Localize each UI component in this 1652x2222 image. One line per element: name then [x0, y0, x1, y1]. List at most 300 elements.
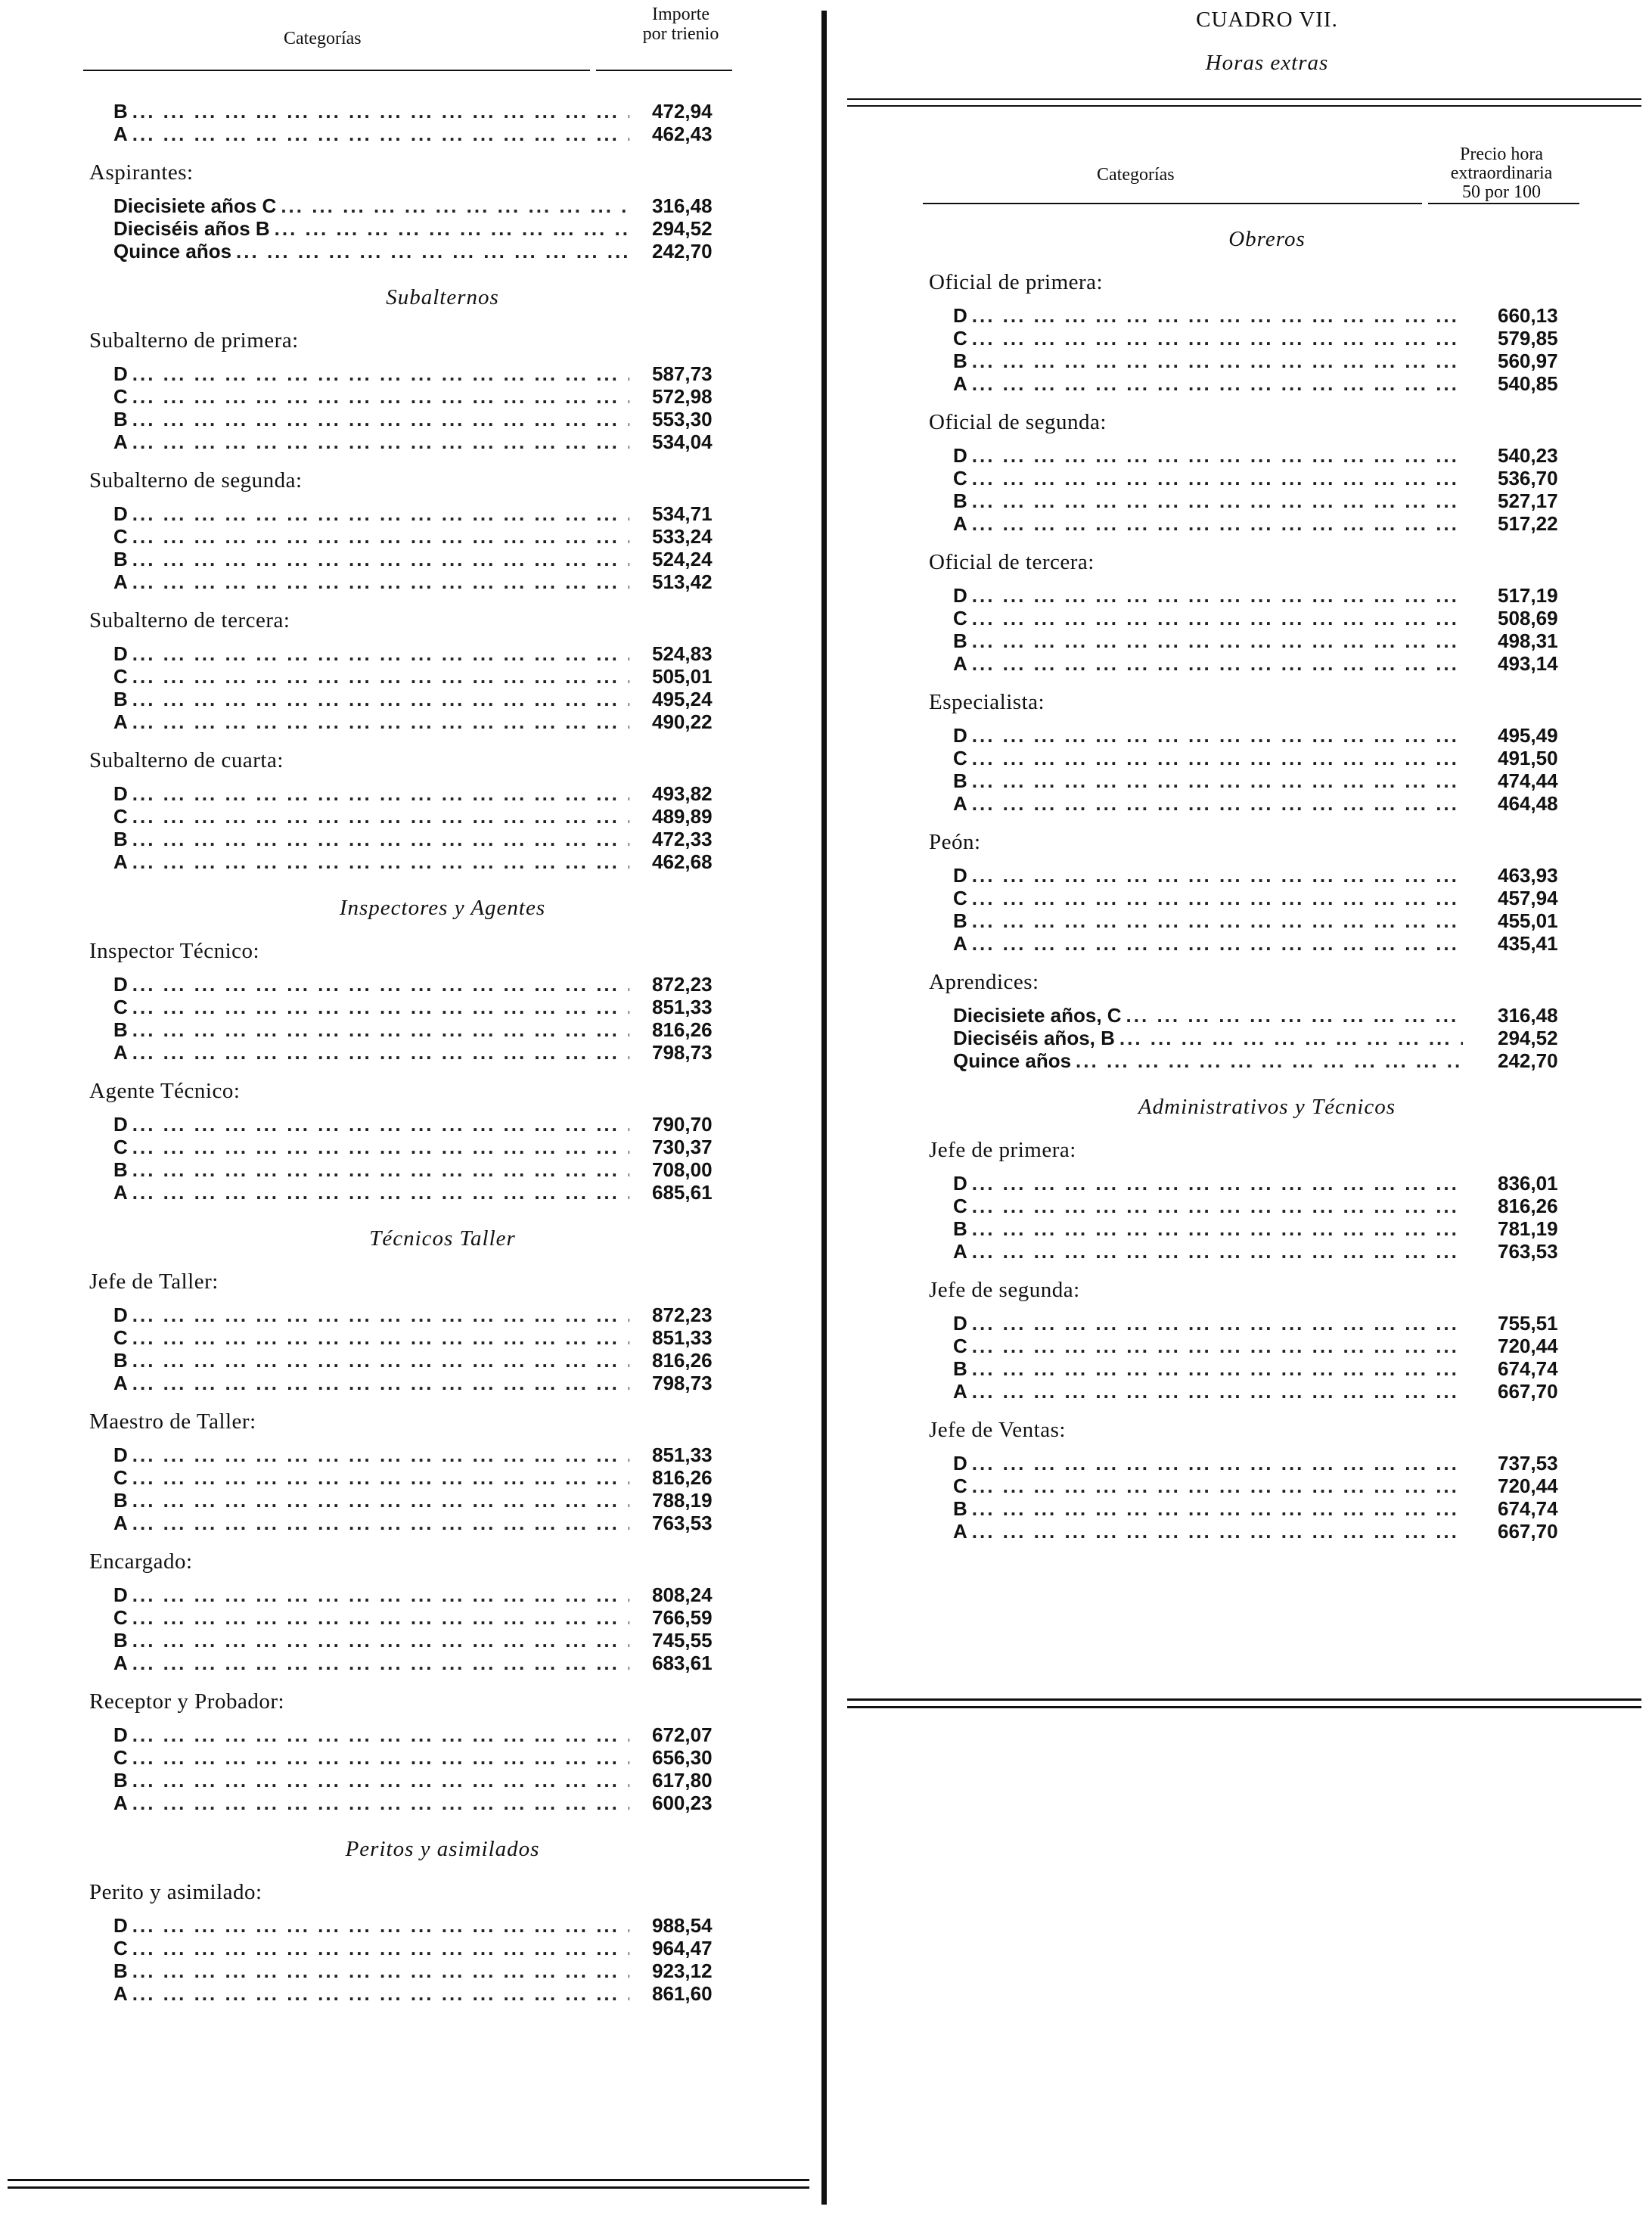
row-value: 600,23 [652, 1792, 713, 1814]
dot-leader [236, 240, 629, 263]
dot-leader [132, 408, 629, 431]
row-value: 533,24 [652, 525, 713, 548]
row-label: C [113, 805, 128, 828]
table-row [953, 444, 1604, 467]
row-value: 964,47 [652, 1937, 713, 1959]
table-row [113, 1444, 749, 1466]
group-title: Oficial de primera: [929, 270, 1104, 294]
row-value: 861,60 [652, 1982, 713, 2005]
rate-rows [113, 973, 749, 1064]
row-label: D [113, 973, 128, 996]
row-label: C [113, 1937, 128, 1959]
row-label: D [113, 1914, 128, 1937]
table-row [953, 607, 1604, 629]
dot-leader [132, 1041, 629, 1064]
row-label: D [113, 1113, 128, 1136]
table-row [113, 1982, 749, 2005]
row-label: D [113, 1444, 128, 1466]
table-row [113, 385, 749, 408]
row-value: 489,89 [652, 805, 713, 828]
table-row [953, 1335, 1604, 1357]
dot-leader [132, 665, 629, 688]
table-row [113, 805, 749, 828]
table-row [113, 1746, 749, 1769]
dot-leader [972, 769, 1463, 793]
dot-leader [1119, 1027, 1463, 1050]
row-value: 472,94 [652, 100, 713, 123]
row-value: 808,24 [652, 1583, 713, 1606]
row-label: C [113, 1466, 128, 1489]
rate-rows [113, 194, 749, 263]
left-end-rule [8, 2179, 809, 2194]
right-end-rule [847, 1698, 1641, 1714]
row-label: Quince años [953, 1049, 1072, 1072]
dot-leader [132, 828, 629, 851]
dot-leader [132, 1372, 629, 1395]
table-row [953, 584, 1604, 607]
left-table-body [83, 100, 802, 2005]
left-header-rule [83, 70, 802, 71]
row-value: 798,73 [652, 1041, 713, 1064]
row-label: D [953, 1312, 967, 1335]
row-value: 242,70 [652, 240, 713, 263]
table-row [113, 430, 749, 453]
table-row [953, 1027, 1604, 1049]
table-row [113, 240, 749, 263]
row-label: D [953, 444, 967, 467]
table-row [953, 792, 1604, 815]
row-value: 708,00 [652, 1158, 713, 1181]
row-value: 674,74 [1498, 1357, 1558, 1380]
table-row [113, 1489, 749, 1512]
row-value: 513,42 [652, 570, 713, 593]
row-value: 536,70 [1498, 467, 1558, 489]
table-row [953, 489, 1604, 512]
row-value: 553,30 [652, 408, 713, 430]
row-value: 560,97 [1498, 350, 1558, 372]
dot-leader [132, 1769, 629, 1792]
row-value: 763,53 [652, 1512, 713, 1534]
dot-leader [972, 864, 1463, 887]
row-value: 587,73 [652, 362, 713, 385]
dot-leader [132, 996, 629, 1019]
table-row [113, 665, 749, 688]
table-row [113, 1937, 749, 1959]
row-label: A [113, 710, 128, 733]
row-label: B [113, 688, 128, 710]
row-value: 457,94 [1498, 887, 1558, 909]
rate-rows [953, 1452, 1604, 1543]
row-label: Quince años [113, 240, 232, 263]
table-row [113, 1158, 749, 1181]
table-row [953, 372, 1604, 395]
dot-leader [132, 782, 629, 806]
row-value: 816,26 [652, 1466, 713, 1489]
row-value: 672,07 [652, 1723, 713, 1746]
table-row [113, 1606, 749, 1629]
dot-leader [132, 1512, 629, 1535]
dot-leader [972, 489, 1463, 513]
group-title: Oficial de segunda: [929, 410, 1107, 434]
right-header-rule [923, 203, 1611, 204]
row-label: B [113, 548, 128, 570]
table-row [953, 1497, 1604, 1520]
table-row [113, 525, 749, 548]
row-label: A [113, 430, 128, 453]
row-value: 498,31 [1498, 629, 1558, 652]
row-label: Dieciséis años B [113, 217, 270, 240]
row-value: 660,13 [1498, 304, 1558, 327]
row-value: 435,41 [1498, 932, 1558, 955]
table-row [953, 1172, 1604, 1195]
table-row [113, 570, 749, 593]
dot-leader [132, 1136, 629, 1159]
price-line1: Precio hora [1460, 145, 1543, 164]
row-label: B [113, 100, 128, 123]
row-label: A [953, 372, 967, 395]
dot-leader [132, 1349, 629, 1372]
row-label: C [953, 607, 967, 629]
dot-leader [972, 1497, 1463, 1521]
table-row [113, 1769, 749, 1792]
dot-leader [972, 792, 1463, 816]
group-title: Subalterno de primera: [89, 328, 299, 353]
row-label: A [953, 1380, 967, 1403]
dot-leader [972, 584, 1463, 608]
row-label: B [953, 769, 967, 792]
dot-leader [132, 850, 629, 874]
right-table-body [923, 227, 1611, 1543]
header-importe-line2: por trienio [642, 24, 719, 44]
table-row [113, 362, 749, 385]
row-value: 517,19 [1498, 584, 1558, 607]
row-label: B [953, 909, 967, 932]
row-label: D [953, 1172, 967, 1195]
table-row [953, 1004, 1604, 1027]
dot-leader [132, 570, 629, 594]
price-line3: 50 por 100 [1462, 182, 1541, 202]
row-label: D [113, 782, 128, 805]
dot-leader [132, 642, 629, 666]
row-value: 851,33 [652, 996, 713, 1018]
table-row [953, 1357, 1604, 1380]
dot-leader [972, 1195, 1463, 1218]
table-row [113, 1018, 749, 1041]
dot-leader [972, 887, 1463, 910]
dot-leader [132, 1652, 629, 1675]
dot-leader [132, 1583, 629, 1607]
table-row [113, 194, 749, 217]
rate-rows [113, 1914, 749, 2005]
dot-leader [972, 467, 1463, 490]
row-value: 790,70 [652, 1113, 713, 1136]
dot-leader [972, 1217, 1463, 1241]
rate-rows [113, 782, 749, 873]
dot-leader [972, 1335, 1463, 1358]
rate-rows [113, 1304, 749, 1394]
table-row [953, 1520, 1604, 1543]
dot-leader [132, 502, 629, 526]
dot-leader [132, 1018, 629, 1042]
dot-leader [132, 1489, 629, 1512]
table-row [113, 1041, 749, 1064]
row-value: 464,48 [1498, 792, 1558, 815]
table-row [953, 1475, 1604, 1497]
dot-leader [132, 1959, 629, 1983]
table-row [953, 1195, 1604, 1217]
section-heading: Obreros [1228, 227, 1306, 251]
dot-leader [275, 217, 629, 241]
group-title: Subalterno de segunda: [89, 468, 303, 493]
group-title: Jefe de Taller: [89, 1269, 219, 1294]
row-label: A [953, 792, 967, 815]
row-label: A [113, 1372, 128, 1394]
row-label: A [113, 1792, 128, 1814]
dot-leader [132, 973, 629, 996]
rate-rows [113, 642, 749, 733]
row-label: B [113, 1769, 128, 1792]
row-label: D [953, 304, 967, 327]
dot-leader [972, 1475, 1463, 1498]
row-label: C [113, 665, 128, 688]
rate-rows [953, 1172, 1604, 1263]
row-label: C [953, 747, 967, 769]
table-row [953, 909, 1604, 932]
rate-rows [113, 502, 749, 593]
dot-leader [972, 1172, 1463, 1195]
row-label: C [953, 1195, 967, 1217]
row-label: B [113, 1018, 128, 1041]
table-row [953, 467, 1604, 489]
row-value: 923,12 [652, 1959, 713, 1982]
dot-leader [132, 1444, 629, 1467]
dot-leader [972, 747, 1463, 770]
row-value: 798,73 [652, 1372, 713, 1394]
table-row [113, 1136, 749, 1158]
row-label: Diecisiete años C [113, 194, 277, 217]
dot-leader [972, 607, 1463, 630]
row-value: 524,83 [652, 642, 713, 665]
row-label: B [953, 629, 967, 652]
row-label: A [113, 123, 128, 145]
row-value: 674,74 [1498, 1497, 1558, 1520]
row-label: C [953, 1475, 967, 1497]
group-title: Oficial de tercera: [929, 550, 1095, 574]
rate-rows [113, 1113, 749, 1204]
dot-leader [972, 512, 1463, 536]
table-row [113, 217, 749, 240]
rate-rows [953, 584, 1604, 675]
dot-leader [972, 1240, 1463, 1263]
table-row [113, 688, 749, 710]
row-value: 472,33 [652, 828, 713, 850]
row-label: D [113, 502, 128, 525]
row-value: 462,68 [652, 850, 713, 873]
row-value: 737,53 [1498, 1452, 1558, 1475]
row-label: A [953, 1240, 967, 1263]
group-title: Perito y asimilado: [89, 1880, 262, 1904]
table-row [113, 828, 749, 850]
row-value: 872,23 [652, 1304, 713, 1326]
dot-leader [132, 362, 629, 386]
table-row [113, 1181, 749, 1204]
dot-leader [972, 724, 1463, 747]
row-value: 988,54 [652, 1914, 713, 1937]
row-label: C [953, 327, 967, 350]
row-label: A [113, 1982, 128, 2005]
row-label: D [953, 1452, 967, 1475]
row-value: 540,23 [1498, 444, 1558, 467]
dot-leader [132, 430, 629, 454]
header-categories: Categorías [284, 29, 362, 48]
row-label: C [113, 525, 128, 548]
row-label: B [113, 1489, 128, 1512]
row-value: 816,26 [1498, 1195, 1558, 1217]
row-value: 720,44 [1498, 1335, 1558, 1357]
row-label: D [113, 1583, 128, 1606]
row-label: C [953, 887, 967, 909]
row-label: A [113, 1512, 128, 1534]
table-row [953, 304, 1604, 327]
dot-leader [1126, 1004, 1463, 1027]
row-value: 455,01 [1498, 909, 1558, 932]
table-row [113, 1583, 749, 1606]
row-label: B [953, 1497, 967, 1520]
row-label: D [113, 1723, 128, 1746]
row-label: B [953, 350, 967, 372]
rate-rows [953, 444, 1604, 535]
group-title: Jefe de Ventas: [929, 1418, 1066, 1442]
table-row [953, 350, 1604, 372]
left-column [83, 0, 802, 2011]
row-label: A [113, 1181, 128, 1204]
table-row [953, 327, 1604, 350]
cuadro-double-rule [923, 98, 1611, 107]
row-label: B [113, 1629, 128, 1652]
row-value: 617,80 [652, 1769, 713, 1792]
dot-leader [1076, 1049, 1463, 1073]
dot-leader [132, 1746, 629, 1770]
row-label: A [953, 932, 967, 955]
dot-leader [132, 688, 629, 711]
cuadro-title: CUADRO VII. [1196, 8, 1338, 32]
row-value: 524,24 [652, 548, 713, 570]
row-label: Dieciséis años, B [953, 1027, 1115, 1049]
dot-leader [132, 1158, 629, 1182]
dot-leader [972, 1357, 1463, 1381]
row-value: 463,93 [1498, 864, 1558, 887]
table-row [113, 642, 749, 665]
dot-leader [132, 100, 629, 123]
row-value: 294,52 [652, 217, 713, 240]
table-row [953, 724, 1604, 747]
dot-leader [132, 1606, 629, 1630]
table-row [113, 123, 749, 145]
table-row [113, 973, 749, 996]
row-value: 462,43 [652, 123, 713, 145]
group-title: Maestro de Taller: [89, 1409, 256, 1434]
table-row [953, 747, 1604, 769]
row-label: C [113, 1136, 128, 1158]
group-title: Receptor y Probador: [89, 1689, 285, 1714]
row-value: 781,19 [1498, 1217, 1558, 1240]
row-label: C [113, 1746, 128, 1769]
row-value: 527,17 [1498, 489, 1558, 512]
row-label: C [953, 1335, 967, 1357]
table-row [113, 850, 749, 873]
section-heading: Técnicos Taller [369, 1226, 516, 1251]
row-label: D [113, 642, 128, 665]
rate-rows [113, 1444, 749, 1534]
right-column [923, 0, 1611, 1549]
row-value: 745,55 [652, 1629, 713, 1652]
center-column-rule [821, 11, 827, 2205]
row-label: A [953, 652, 967, 675]
row-label: D [113, 362, 128, 385]
row-value: 851,33 [652, 1326, 713, 1349]
table-row [953, 1380, 1604, 1403]
group-title: Subalterno de cuarta: [89, 748, 284, 772]
row-label: B [113, 408, 128, 430]
row-label: B [953, 1357, 967, 1380]
dot-leader [132, 1982, 629, 2006]
row-value: 667,70 [1498, 1520, 1558, 1543]
table-row [113, 1652, 749, 1674]
row-label: C [113, 1326, 128, 1349]
rate-rows [953, 1312, 1604, 1403]
dot-leader [132, 548, 629, 571]
row-label: C [113, 1606, 128, 1629]
table-row [113, 1723, 749, 1746]
row-label: C [113, 996, 128, 1018]
table-row [113, 1792, 749, 1814]
row-label: D [953, 724, 967, 747]
row-label: A [113, 850, 128, 873]
section-heading: Subalternos [386, 285, 499, 309]
row-value: 242,70 [1498, 1049, 1558, 1072]
table-row [113, 1349, 749, 1372]
table-row [113, 1914, 749, 1937]
row-value: 685,61 [652, 1181, 713, 1204]
dot-leader [132, 1792, 629, 1815]
row-value: 490,22 [652, 710, 713, 733]
dot-leader [132, 710, 629, 734]
row-value: 534,04 [652, 430, 713, 453]
table-row [953, 1217, 1604, 1240]
table-row [113, 1959, 749, 1982]
row-value: 816,26 [652, 1018, 713, 1041]
row-value: 851,33 [652, 1444, 713, 1466]
dot-leader [132, 1937, 629, 1960]
row-label: Diecisiete años, C [953, 1004, 1122, 1027]
table-row [953, 1049, 1604, 1072]
dot-leader [972, 1312, 1463, 1335]
row-value: 316,48 [652, 194, 713, 217]
table-row [113, 502, 749, 525]
dot-leader [972, 327, 1463, 350]
dot-leader [132, 525, 629, 549]
row-value: 505,01 [652, 665, 713, 688]
group-title: Aspirantes: [89, 160, 194, 185]
group-title: Jefe de primera: [929, 1138, 1076, 1162]
table-row [113, 1512, 749, 1534]
dot-leader [132, 1914, 629, 1938]
table-row [953, 629, 1604, 652]
rate-rows [113, 1583, 749, 1674]
table-row [113, 1372, 749, 1394]
rate-rows [953, 1004, 1604, 1072]
dot-leader [972, 909, 1463, 933]
